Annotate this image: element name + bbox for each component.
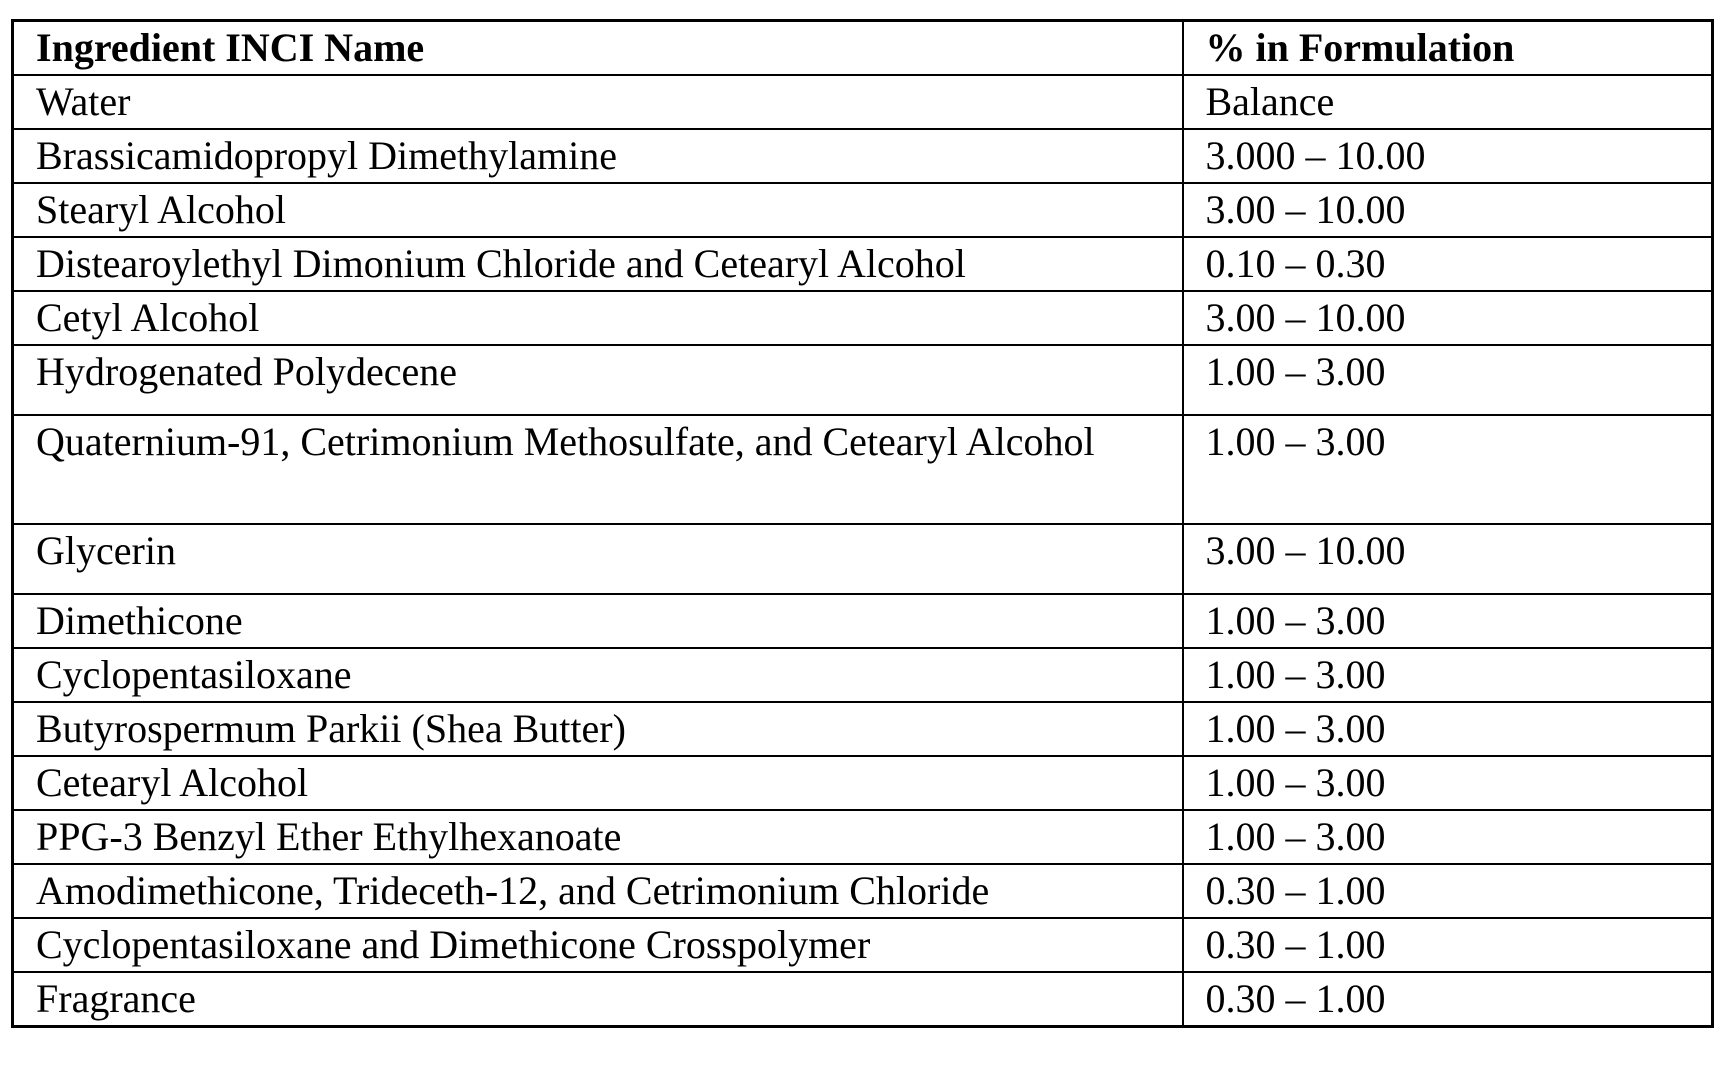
percent-value: Balance xyxy=(1183,75,1713,129)
percent-value: 1.00 – 3.00 xyxy=(1183,702,1713,756)
table-row xyxy=(13,129,1713,183)
percent-value: 3.00 – 10.00 xyxy=(1183,183,1713,237)
ingredient-name: Cetearyl Alcohol xyxy=(13,756,1183,810)
table-row xyxy=(13,756,1713,810)
percent-value: 3.00 – 10.00 xyxy=(1183,524,1713,594)
table-row xyxy=(13,972,1713,1027)
table-row xyxy=(13,648,1713,702)
ingredient-name: Water xyxy=(13,75,1183,129)
table-row xyxy=(13,415,1713,524)
header-ingredient: Ingredient INCI Name xyxy=(13,21,1183,76)
table-row xyxy=(13,864,1713,918)
ingredient-name: Fragrance xyxy=(13,972,1183,1027)
percent-value: 0.30 – 1.00 xyxy=(1183,864,1713,918)
ingredient-name: Amodimethicone, Trideceth-12, and Cetrimonium Chloride xyxy=(13,864,1183,918)
table-row xyxy=(13,345,1713,415)
table-header-row xyxy=(13,21,1713,76)
table-row xyxy=(13,524,1713,594)
percent-value: 1.00 – 3.00 xyxy=(1183,756,1713,810)
ingredient-name: PPG-3 Benzyl Ether Ethylhexanoate xyxy=(13,810,1183,864)
table-row xyxy=(13,702,1713,756)
ingredient-name: Cyclopentasiloxane xyxy=(13,648,1183,702)
table-row xyxy=(13,75,1713,129)
ingredient-name: Brassicamidopropyl Dimethylamine xyxy=(13,129,1183,183)
header-percent: % in Formulation xyxy=(1183,21,1713,76)
percent-value: 3.00 – 10.00 xyxy=(1183,291,1713,345)
ingredient-name: Cyclopentasiloxane and Dimethicone Crosspolymer xyxy=(13,918,1183,972)
percent-value: 3.000 – 10.00 xyxy=(1183,129,1713,183)
ingredient-name: Quaternium-91, Cetrimonium Methosulfate, and Cetearyl Alcohol xyxy=(13,415,1183,524)
table-row xyxy=(13,918,1713,972)
table-row xyxy=(13,237,1713,291)
ingredient-name: Butyrospermum Parkii (Shea Butter) xyxy=(13,702,1183,756)
percent-value: 1.00 – 3.00 xyxy=(1183,594,1713,648)
percent-value: 1.00 – 3.00 xyxy=(1183,810,1713,864)
percent-value: 1.00 – 3.00 xyxy=(1183,345,1713,415)
ingredient-name: Stearyl Alcohol xyxy=(13,183,1183,237)
table-row xyxy=(13,594,1713,648)
percent-value: 0.30 – 1.00 xyxy=(1183,972,1713,1027)
percent-value: 1.00 – 3.00 xyxy=(1183,415,1713,524)
percent-value: 1.00 – 3.00 xyxy=(1183,648,1713,702)
table-row xyxy=(13,810,1713,864)
ingredient-name: Hydrogenated Polydecene xyxy=(13,345,1183,415)
table-row xyxy=(13,291,1713,345)
ingredient-name: Dimethicone xyxy=(13,594,1183,648)
ingredient-name: Cetyl Alcohol xyxy=(13,291,1183,345)
percent-value: 0.30 – 1.00 xyxy=(1183,918,1713,972)
ingredient-name: Glycerin xyxy=(13,524,1183,594)
table-row xyxy=(13,183,1713,237)
formulation-table xyxy=(11,19,1714,1028)
percent-value: 0.10 – 0.30 xyxy=(1183,237,1713,291)
ingredient-name: Distearoylethyl Dimonium Chloride and Cetearyl Alcohol xyxy=(13,237,1183,291)
